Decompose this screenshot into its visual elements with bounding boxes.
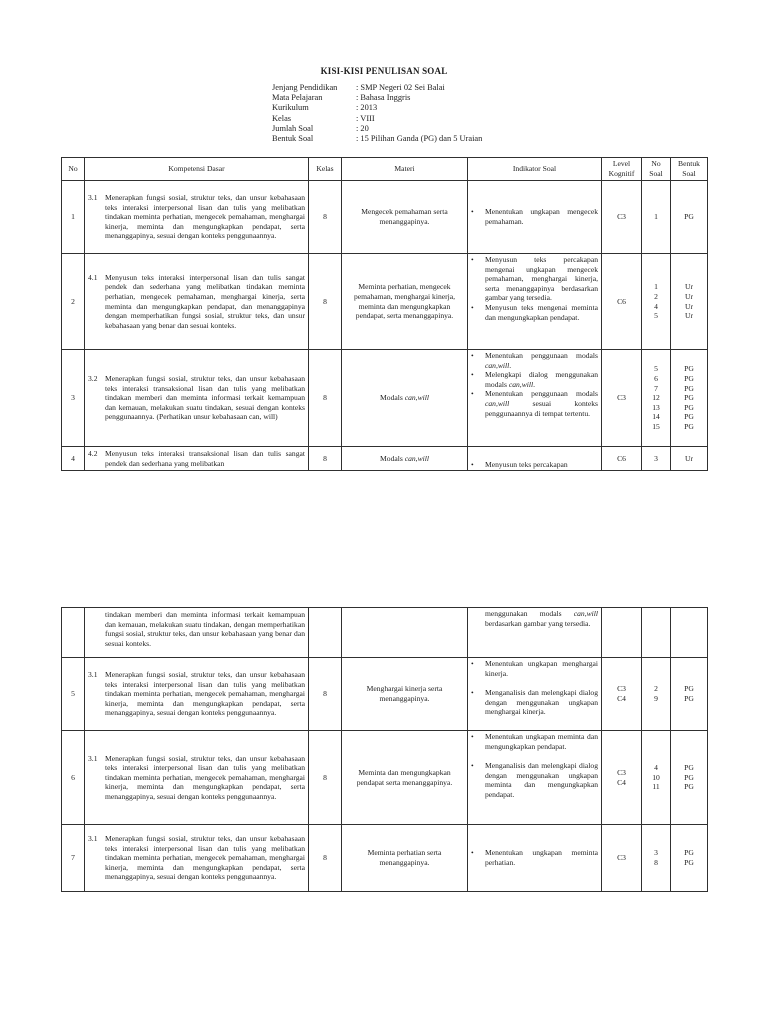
indikator-text: Menyusun teks percakapan mengenai ungkapan mengecek pemahaman, menghargai kinerja, serta menanggapinya berdasarkan gambar yang tersedia. [485, 255, 598, 303]
cell-no-soal [642, 254, 671, 350]
bentuk-soal-value: PG [684, 374, 694, 384]
materi-text: Modals [380, 453, 405, 463]
indikator-segment: Menentukan penggunaan modals [485, 351, 598, 360]
cell-level-kognitif [602, 731, 642, 825]
bullet-icon: • [471, 255, 474, 264]
cell-bentuk-soal [671, 825, 708, 892]
cell-kompetensi-dasar [85, 350, 309, 447]
cell-materi: Meminta perhatian serta menanggapinya. [342, 825, 468, 892]
cell-kelas: 8 [309, 447, 342, 471]
kd-text: Menerapkan fungsi sosial, struktur teks, dan unsur kebahasaan teks interaksi transaksional lisan dan tulis yang melibatkan tindakan memberi dan meminta informasi terkait kemampuan dan kemauan, melakukan suatu tindakan, sesuai dengan konteks penggunaannya. (Perhatikan unsur kebahasaan can, will) [105, 374, 305, 422]
kisi-kisi-table-continued [61, 607, 708, 892]
bullet-icon: • [471, 207, 474, 217]
kd-text: tindakan memberi dan meminta informasi terkait kemampuan dan kemauan, melakukan suatu tindakan, dengan memperhatikan fungsi sosial, struktur teks, dan unsur kebahasaan yang benar dan sesuai konteks. [105, 610, 305, 648]
cell-level-kognitif: C3 [602, 181, 642, 254]
kd-number: 3.1 [88, 834, 98, 844]
cell-indikator [468, 731, 602, 825]
indikator-item [469, 370, 598, 389]
cell-kelas [309, 608, 342, 658]
cell-kompetensi-dasar [85, 181, 309, 254]
kd-text: Menerapkan fungsi sosial, struktur teks, dan unsur kebahasaan teks interaksi interpersonal lisan dan tulis yang melibatkan tindakan meminta perhatian, mengecek pemahaman, menghargai kinerja, meminta dan mengungkapkan pendapat, serta menanggapinya, sesuai dengan konteks penggunaannya. [105, 834, 305, 882]
indikator-italic: can,will [485, 360, 510, 370]
bentuk-soal-value: PG [684, 364, 694, 374]
meta-value: : Bahasa Inggris [356, 93, 411, 103]
meta-key: Kurikulum [272, 103, 309, 113]
cell-no: 1 [62, 181, 85, 254]
level-value: C3 [617, 767, 626, 777]
meta-value: : 15 Pilihan Ganda (PG) dan 5 Uraian [356, 134, 483, 144]
meta-key: Bentuk Soal [272, 134, 314, 144]
cell-no: 2 [62, 254, 85, 350]
indikator-text: Menentukan ungkapan menghargai kinerja. [485, 659, 598, 678]
indikator-segment: Menentukan penggunaan modals [485, 389, 598, 399]
no-soal-value: 4 [654, 301, 658, 311]
cell-level-kognitif: C6 [602, 254, 642, 350]
header-level-kognitif: Level Kognitif [602, 158, 642, 181]
no-soal-value: 2 [654, 684, 658, 694]
cell-level-kognitif [602, 658, 642, 731]
cell-no-soal [642, 658, 671, 731]
no-soal-value: 9 [654, 694, 658, 703]
indikator-text: Menganalisis dan melengkapi dialog dengan menggunakan ungkapan menghargai kinerja. [485, 688, 598, 717]
materi-italic: can,will [404, 453, 429, 463]
cell-materi: Mengecek pemahaman serta menanggapinya. [342, 181, 468, 254]
kd-number: 4.2 [88, 449, 98, 458]
kd-number: 3.1 [88, 753, 98, 763]
cell-indikator [468, 658, 602, 731]
materi-italic: can,will [404, 393, 429, 403]
no-soal-value: 3 [654, 848, 658, 858]
no-soal-value: 13 [652, 402, 660, 412]
bullet-icon: • [471, 659, 474, 668]
table-header-row [62, 158, 708, 181]
indikator-item [469, 848, 598, 867]
bentuk-soal-value: PG [684, 402, 694, 412]
no-soal-value: 2 [654, 291, 658, 301]
bentuk-soal-value: Ur [684, 301, 693, 311]
cell-kompetensi-dasar [85, 731, 309, 825]
indikator-text [485, 351, 598, 370]
kd-text: Menyusun teks interaksi transaksional lisan dan tulis sangat pendek dan sederhana yang melibatkan [105, 449, 305, 468]
indikator-item [469, 688, 598, 717]
cell-no-soal [642, 350, 671, 447]
cell-no-soal [642, 608, 671, 658]
cell-materi [342, 447, 468, 471]
cell-no-soal: 1 [642, 181, 671, 254]
cell-no [62, 608, 85, 658]
indikator-text: Menentukan ungkapan meminta perhatian. [485, 848, 598, 867]
cell-no-soal [642, 825, 671, 892]
document-meta [272, 83, 482, 144]
bullet-icon: • [471, 848, 474, 858]
meta-value: : 2013 [356, 103, 378, 113]
header-no-soal: No Soal [642, 158, 671, 181]
indikator-item [469, 732, 598, 751]
indikator-text: Menyusun teks percakapan [485, 459, 568, 469]
materi-text: Modals [380, 393, 405, 403]
meta-key: Kelas [272, 113, 292, 123]
cell-level-kognitif [602, 608, 642, 658]
cell-indikator [468, 350, 602, 447]
indikator-item [469, 351, 598, 370]
indikator-segment: berdasarkan gambar yang tersedia. [485, 618, 591, 628]
header-bentuk-soal: Bentuk Soal [671, 158, 708, 181]
indikator-segment: . [533, 379, 536, 389]
bentuk-soal-value: PG [684, 421, 694, 431]
header-no: No [62, 158, 85, 181]
cell-kelas: 8 [309, 181, 342, 254]
meta-row [272, 124, 482, 134]
cell-kelas: 8 [309, 658, 342, 731]
cell-indikator [468, 254, 602, 350]
bullet-icon: • [471, 351, 474, 360]
cell-kompetensi-dasar [85, 254, 309, 350]
level-value: C4 [617, 777, 626, 787]
cell-indikator [468, 608, 602, 658]
bentuk-soal-value: Ur [684, 282, 693, 292]
cell-no: 3 [62, 350, 85, 447]
bentuk-soal-value: Ur [684, 291, 693, 301]
no-soal-value: 8 [654, 858, 658, 867]
cell-materi: Menghargai kinerja serta menanggapinya. [342, 658, 468, 731]
bullet-icon: • [471, 459, 474, 469]
meta-row [272, 83, 482, 93]
indikator-text [485, 389, 598, 418]
table-row [62, 254, 708, 350]
no-soal-value: 7 [654, 383, 658, 393]
cell-kompetensi-dasar [85, 825, 309, 892]
cell-indikator [468, 447, 602, 471]
meta-value: : 20 [356, 123, 369, 133]
no-soal-value: 5 [654, 364, 658, 374]
meta-row [272, 134, 482, 144]
cell-bentuk-soal: Ur [671, 447, 708, 471]
bentuk-soal-value: PG [684, 412, 694, 422]
indikator-text: Menentukan ungkapan mengecek pemahaman. [485, 207, 598, 226]
bentuk-soal-value: PG [684, 694, 694, 703]
no-soal-value: 1 [654, 282, 658, 292]
meta-key: Jumlah Soal [272, 123, 314, 133]
cell-indikator [468, 181, 602, 254]
level-value: C4 [617, 694, 626, 703]
cell-no: 4 [62, 447, 85, 471]
meta-value: : VIII [356, 113, 375, 123]
header-materi: Materi [342, 158, 468, 181]
cell-kelas: 8 [309, 825, 342, 892]
bentuk-soal-value: PG [684, 383, 694, 393]
cell-bentuk-soal: PG [671, 181, 708, 254]
cell-level-kognitif: C3 [602, 350, 642, 447]
no-soal-value: 6 [654, 374, 658, 384]
cell-materi [342, 608, 468, 658]
bullet-icon: • [471, 389, 474, 399]
bentuk-soal-value: PG [684, 684, 694, 694]
indikator-text: Menentukan ungkapan meminta dan mengungkapkan pendapat. [485, 732, 598, 751]
cell-no: 7 [62, 825, 85, 892]
kd-number: 3.1 [88, 670, 98, 680]
kd-number: 4.1 [88, 272, 98, 282]
meta-row [272, 114, 482, 124]
indikator-segment: sesuai konteks penggunaannya di tempat tertentu. [485, 398, 598, 418]
cell-bentuk-soal [671, 658, 708, 731]
bentuk-soal-value: Ur [684, 311, 693, 321]
cell-kompetensi-dasar [85, 608, 309, 658]
kd-text: Menerapkan fungsi sosial, struktur teks, dan unsur kebahasaan teks interaksi interpersonal lisan dan tulis yang melibatkan tindakan meminta perhatian, mengecek pemahaman, menghargai kinerja, meminta dan mengungkapkan pendapat, serta menanggapinya, sesuai dengan konteks penggunaannya. [105, 670, 305, 718]
indikator-segment: . [509, 360, 512, 370]
cell-bentuk-soal [671, 608, 708, 658]
cell-level-kognitif: C6 [602, 447, 642, 471]
header-indikator-soal: Indikator Soal [468, 158, 602, 181]
indikator-text: Menyusun teks mengenai meminta dan mengungkapkan pendapat. [485, 302, 598, 322]
indikator-italic: can,will [508, 379, 534, 389]
bentuk-soal-value: PG [684, 782, 694, 792]
cell-kompetensi-dasar [85, 658, 309, 731]
bentuk-soal-value: PG [684, 848, 694, 858]
bentuk-soal-value: PG [684, 772, 694, 782]
bentuk-soal-value: PG [684, 393, 694, 403]
kd-text: Menerapkan fungsi sosial, struktur teks, dan unsur kebahasaan teks interaksi interpersonal lisan dan tulis yang melibatkan tindakan meminta perhatian, mengecek pemahaman, menghargai kinerja, meminta dan mengungkapkan pendapat, serta menanggapinya, sesuai dengan konteks penggunaannya. [105, 753, 305, 801]
meta-row [272, 103, 482, 113]
cell-no-soal [642, 731, 671, 825]
header-kelas: Kelas [309, 158, 342, 181]
bullet-icon: • [471, 761, 474, 771]
no-soal-value: 12 [652, 393, 660, 403]
meta-key: Jenjang Pendidikan [272, 83, 338, 92]
indikator-segment: Melengkapi dialog menggunakan modals [485, 370, 598, 389]
indikator-italic: can,will [485, 398, 510, 408]
no-soal-value: 11 [652, 782, 660, 792]
cell-no: 6 [62, 731, 85, 825]
cell-materi: Meminta perhatian, mengecek pemahaman, menghargai kinerja, meminta dan mengungkapkan pendapat, serta menanggapinya. [342, 254, 468, 350]
cell-kompetensi-dasar [85, 447, 309, 471]
indikator-item [469, 761, 598, 799]
indikator-italic: can,will [573, 609, 598, 618]
table-row [62, 447, 708, 471]
bullet-icon: • [471, 302, 474, 312]
kd-text: Menerapkan fungsi sosial, struktur teks, dan unsur kebahasaan teks interaksi interpersonal lisan dan tulis yang melibatkan tindakan meminta perhatian, mengecek pemahaman, menghargai kinerja, meminta dan mengungkapkan pendapat, serta menanggapinya, sesuai dengan konteks penggunaannya. [105, 193, 305, 241]
indikator-item [469, 303, 598, 322]
indikator-item [469, 460, 598, 470]
meta-key: Mata Pelajaran [272, 93, 323, 103]
kd-text: Menyusun teks interaksi interpersonal lisan dan tulis sangat pendek dan sederhana yang melibatkan tindakan meminta perhatian, mengecek pemahaman, menghargai kinerja, serta meminta dan mengungkapkan pendapat, dan menanggapinya dengan memperhatikan fungsi sosial, struktur teks, dan unsur kebahasaan yang benar dan sesuai konteks. [105, 272, 305, 330]
indikator-item [469, 389, 598, 418]
no-soal-value: 14 [652, 412, 660, 422]
cell-no-soal: 3 [642, 447, 671, 471]
cell-indikator [468, 825, 602, 892]
cell-kelas: 8 [309, 254, 342, 350]
indikator-text [485, 370, 598, 389]
table-row [62, 181, 708, 254]
cell-kelas: 8 [309, 731, 342, 825]
bentuk-soal-value: PG [684, 763, 694, 773]
kd-number: 3.2 [88, 374, 98, 384]
indikator-item [469, 659, 598, 678]
indikator-item [469, 207, 598, 226]
header-kompetensi-dasar: Kompetensi Dasar [85, 158, 309, 181]
table-row [62, 731, 708, 825]
level-value: C3 [617, 684, 626, 694]
cell-no: 5 [62, 658, 85, 731]
table-row [62, 658, 708, 731]
cell-bentuk-soal [671, 350, 708, 447]
cell-materi [342, 350, 468, 447]
cell-bentuk-soal [671, 254, 708, 350]
no-soal-value: 15 [652, 421, 660, 431]
bullet-icon: • [471, 732, 474, 741]
meta-row [272, 93, 482, 103]
meta-value: : SMP Negeri 02 Sei Balai [356, 83, 445, 92]
bullet-icon: • [471, 370, 474, 380]
cell-materi: Meminta dan mengungkapkan pendapat serta menanggapinya. [342, 731, 468, 825]
kd-number: 3.1 [88, 193, 98, 203]
indikator-text: Menganalisis dan melengkapi dialog dengan menggunakan ungkapan meminta dan mengungkapkan pendapat. [485, 761, 598, 799]
bentuk-soal-value: PG [684, 858, 694, 867]
cell-level-kognitif: C3 [602, 825, 642, 892]
indikator-item [469, 609, 598, 628]
indikator-text [485, 609, 598, 628]
indikator-item [469, 255, 598, 303]
bullet-icon: • [471, 688, 474, 698]
document-title: KISI-KISI PENULISAN SOAL [320, 66, 448, 76]
no-soal-value: 5 [654, 311, 658, 321]
table-row-continuation [62, 608, 708, 658]
no-soal-value: 4 [654, 763, 658, 773]
no-soal-value: 10 [652, 772, 660, 782]
table-row [62, 825, 708, 892]
cell-kelas: 8 [309, 350, 342, 447]
indikator-segment: menggunakan modals [485, 609, 574, 618]
table-row [62, 350, 708, 447]
kisi-kisi-table [61, 157, 708, 471]
cell-bentuk-soal [671, 731, 708, 825]
